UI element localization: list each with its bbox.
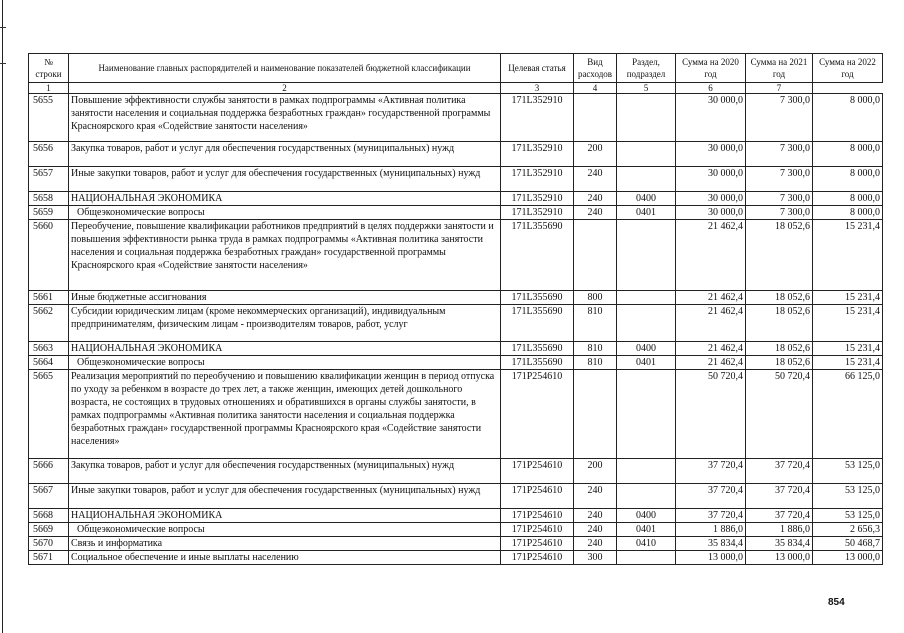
row-number: 5664 (29, 356, 69, 370)
row-sum-2020: 30 000,0 (676, 142, 746, 167)
table-row (29, 342, 883, 356)
header-sum-2021: Сумма на 2021 год (746, 54, 813, 83)
row-expense-kind (574, 370, 617, 459)
row-section (617, 167, 676, 192)
row-sum-2022: 15 231,4 (813, 305, 883, 342)
row-number: 5668 (29, 509, 69, 523)
column-index: 5 (617, 83, 676, 94)
table-row (29, 220, 883, 291)
row-expense-kind: 240 (574, 509, 617, 523)
row-sum-2020: 35 834,4 (676, 537, 746, 551)
header-target-article: Целевая статья (501, 54, 574, 83)
row-sum-2021: 37 720,4 (746, 509, 813, 523)
row-section: 0401 (617, 523, 676, 537)
row-sum-2022: 53 125,0 (813, 509, 883, 523)
row-number: 5657 (29, 167, 69, 192)
row-sum-2021: 35 834,4 (746, 537, 813, 551)
row-sum-2021: 7 300,0 (746, 142, 813, 167)
row-name: Закупка товаров, работ и услуг для обеспечения государственных (муниципальных) нужд (69, 459, 501, 484)
row-expense-kind: 240 (574, 484, 617, 509)
page-number: 854 (828, 597, 845, 608)
column-index: 1 (29, 83, 69, 94)
row-sum-2020: 21 462,4 (676, 356, 746, 370)
row-number: 5662 (29, 305, 69, 342)
row-target-article: 171L352910 (501, 167, 574, 192)
row-name: Связь и информатика (69, 537, 501, 551)
row-sum-2021: 18 052,6 (746, 356, 813, 370)
table-row (29, 167, 883, 192)
row-target-article: 171P254610 (501, 537, 574, 551)
row-sum-2020: 13 000,0 (676, 551, 746, 565)
header-section: Раздел, подраздел (617, 54, 676, 83)
row-number: 5670 (29, 537, 69, 551)
table-row (29, 142, 883, 167)
table-row (29, 291, 883, 305)
table-row (29, 484, 883, 509)
row-sum-2022: 50 468,7 (813, 537, 883, 551)
row-name: НАЦИОНАЛЬНАЯ ЭКОНОМИКА (69, 509, 501, 523)
table-row (29, 537, 883, 551)
row-section: 0401 (617, 206, 676, 220)
column-index: 6 (676, 83, 746, 94)
row-expense-kind: 240 (574, 206, 617, 220)
table-row (29, 192, 883, 206)
row-sum-2021: 18 052,6 (746, 291, 813, 305)
row-name: Субсидии юридическим лицам (кроме некоммерческих организаций), индивидуальным предпринимателям, физическим лицам - производителям товаров, работ, услуг (69, 305, 501, 342)
row-number: 5667 (29, 484, 69, 509)
row-number: 5663 (29, 342, 69, 356)
row-target-article: 171L355690 (501, 356, 574, 370)
row-sum-2021: 7 300,0 (746, 192, 813, 206)
row-section (617, 484, 676, 509)
row-section (617, 551, 676, 565)
row-name: Иные закупки товаров, работ и услуг для обеспечения государственных (муниципальных) нужд (69, 484, 501, 509)
row-expense-kind: 240 (574, 192, 617, 206)
header-name: Наименование главных распорядителей и наименование показателей бюджетной классификации (69, 54, 501, 83)
row-sum-2022: 8 000,0 (813, 94, 883, 142)
row-section (617, 305, 676, 342)
row-sum-2022: 15 231,4 (813, 342, 883, 356)
binding-tick (0, 63, 6, 64)
row-sum-2020: 30 000,0 (676, 206, 746, 220)
row-expense-kind: 240 (574, 537, 617, 551)
header-expense-kind: Вид расходов (574, 54, 617, 83)
budget-table (28, 53, 883, 565)
row-number: 5658 (29, 192, 69, 206)
row-sum-2022: 15 231,4 (813, 356, 883, 370)
table-row (29, 94, 883, 142)
row-sum-2022: 13 000,0 (813, 551, 883, 565)
row-section (617, 142, 676, 167)
row-name: Закупка товаров, работ и услуг для обеспечения государственных (муниципальных) нужд (69, 142, 501, 167)
row-number: 5671 (29, 551, 69, 565)
row-sum-2021: 13 000,0 (746, 551, 813, 565)
row-section: 0400 (617, 342, 676, 356)
row-sum-2020: 21 462,4 (676, 291, 746, 305)
row-sum-2020: 37 720,4 (676, 484, 746, 509)
row-sum-2021: 7 300,0 (746, 94, 813, 142)
row-number: 5669 (29, 523, 69, 537)
row-sum-2020: 21 462,4 (676, 342, 746, 356)
row-section: 0400 (617, 192, 676, 206)
row-target-article: 171P254610 (501, 523, 574, 537)
row-sum-2022: 53 125,0 (813, 459, 883, 484)
row-expense-kind: 200 (574, 142, 617, 167)
row-target-article: 171L355690 (501, 220, 574, 291)
row-target-article: 171P254610 (501, 459, 574, 484)
row-target-article: 171L352910 (501, 192, 574, 206)
row-sum-2022: 8 000,0 (813, 167, 883, 192)
row-name: Иные закупки товаров, работ и услуг для обеспечения государственных (муниципальных) нужд (69, 167, 501, 192)
table-row (29, 551, 883, 565)
row-target-article: 171L355690 (501, 291, 574, 305)
row-section: 0400 (617, 509, 676, 523)
row-sum-2020: 30 000,0 (676, 94, 746, 142)
row-name: НАЦИОНАЛЬНАЯ ЭКОНОМИКА (69, 342, 501, 356)
row-expense-kind: 200 (574, 459, 617, 484)
row-sum-2022: 53 125,0 (813, 484, 883, 509)
row-section (617, 291, 676, 305)
binding-tick (0, 27, 6, 28)
row-target-article: 171L352910 (501, 142, 574, 167)
row-sum-2020: 21 462,4 (676, 220, 746, 291)
row-name: Общеэкономические вопросы (69, 356, 501, 370)
row-sum-2021: 50 720,4 (746, 370, 813, 459)
row-name: Переобучение, повышение квалификации работников предприятий в целях поддержки занятости и повышения эффективности рынка труда в рамках подпрограммы «Активная политика занятости населения и социальная поддержка безработных граждан» государственной программы Красноярского края «Содействие занятости населения» (69, 220, 501, 291)
row-number: 5656 (29, 142, 69, 167)
row-expense-kind: 240 (574, 523, 617, 537)
row-name: Реализация мероприятий по переобучению и повышению квалификации женщин в период отпуска по уходу за ребенком в возрасте до трех лет, а также женщин, имеющих детей дошкольного возраста, не состоящих в трудовых отношениях и обратившихся в органы службы занятости, в рамках подпрограммы «Активная политика занятости населения и социальная поддержка безработных граждан» государственной программы Красноярского края «Содействие занятости населения» (69, 370, 501, 459)
row-expense-kind: 240 (574, 167, 617, 192)
header-sum-2022: Сумма на 2022 год (813, 54, 883, 83)
row-sum-2022: 15 231,4 (813, 220, 883, 291)
row-name: Общеэкономические вопросы (69, 206, 501, 220)
row-section (617, 94, 676, 142)
row-name: Повышение эффективности службы занятости в рамках подпрограммы «Активная политика занятости населения и социальная поддержка безработных граждан» государственной программы Красноярского края «Содействие занятости населения» (69, 94, 501, 142)
row-sum-2021: 18 052,6 (746, 220, 813, 291)
row-number: 5666 (29, 459, 69, 484)
table-row (29, 523, 883, 537)
row-sum-2021: 7 300,0 (746, 206, 813, 220)
row-target-article: 171P254610 (501, 370, 574, 459)
row-section (617, 370, 676, 459)
row-section: 0401 (617, 356, 676, 370)
row-target-article: 171L352910 (501, 206, 574, 220)
row-number: 5655 (29, 94, 69, 142)
row-target-article: 171L352910 (501, 94, 574, 142)
row-sum-2021: 18 052,6 (746, 305, 813, 342)
row-section: 0410 (617, 537, 676, 551)
row-sum-2021: 37 720,4 (746, 484, 813, 509)
row-target-article: 171P254610 (501, 509, 574, 523)
row-target-article: 171L355690 (501, 342, 574, 356)
row-sum-2022: 15 231,4 (813, 291, 883, 305)
row-sum-2021: 7 300,0 (746, 167, 813, 192)
table-row (29, 206, 883, 220)
column-index: 4 (574, 83, 617, 94)
row-expense-kind (574, 94, 617, 142)
row-sum-2020: 50 720,4 (676, 370, 746, 459)
header-sum-2020: Сумма на 2020 год (676, 54, 746, 83)
row-target-article: 171L355690 (501, 305, 574, 342)
row-number: 5665 (29, 370, 69, 459)
row-sum-2022: 8 000,0 (813, 142, 883, 167)
row-sum-2020: 1 886,0 (676, 523, 746, 537)
row-expense-kind: 810 (574, 305, 617, 342)
table-row (29, 459, 883, 484)
table-row (29, 356, 883, 370)
row-number: 5659 (29, 206, 69, 220)
row-expense-kind: 300 (574, 551, 617, 565)
row-sum-2020: 37 720,4 (676, 509, 746, 523)
row-number: 5661 (29, 291, 69, 305)
row-sum-2021: 37 720,4 (746, 459, 813, 484)
header-row-number: № строки (29, 54, 69, 83)
column-index: 2 (69, 83, 501, 94)
row-sum-2022: 8 000,0 (813, 192, 883, 206)
row-name: Социальное обеспечение и иные выплаты населению (69, 551, 501, 565)
table-row (29, 509, 883, 523)
row-number: 5660 (29, 220, 69, 291)
row-sum-2020: 21 462,4 (676, 305, 746, 342)
row-section (617, 459, 676, 484)
row-expense-kind: 800 (574, 291, 617, 305)
row-target-article: 171P254610 (501, 551, 574, 565)
row-sum-2021: 1 886,0 (746, 523, 813, 537)
row-sum-2022: 66 125,0 (813, 370, 883, 459)
row-sum-2022: 2 656,3 (813, 523, 883, 537)
table-row (29, 305, 883, 342)
row-target-article: 171P254610 (501, 484, 574, 509)
row-section (617, 220, 676, 291)
table-row (29, 370, 883, 459)
row-sum-2020: 30 000,0 (676, 192, 746, 206)
column-index: 7 (746, 83, 813, 94)
row-expense-kind: 810 (574, 356, 617, 370)
row-name: НАЦИОНАЛЬНАЯ ЭКОНОМИКА (69, 192, 501, 206)
row-sum-2022: 8 000,0 (813, 206, 883, 220)
row-sum-2020: 37 720,4 (676, 459, 746, 484)
row-name: Иные бюджетные ассигнования (69, 291, 501, 305)
row-name: Общеэкономические вопросы (69, 523, 501, 537)
row-expense-kind (574, 220, 617, 291)
column-index: 3 (501, 83, 574, 94)
row-sum-2020: 30 000,0 (676, 167, 746, 192)
row-sum-2021: 18 052,6 (746, 342, 813, 356)
row-expense-kind: 810 (574, 342, 617, 356)
page-edge-line (2, 0, 3, 633)
